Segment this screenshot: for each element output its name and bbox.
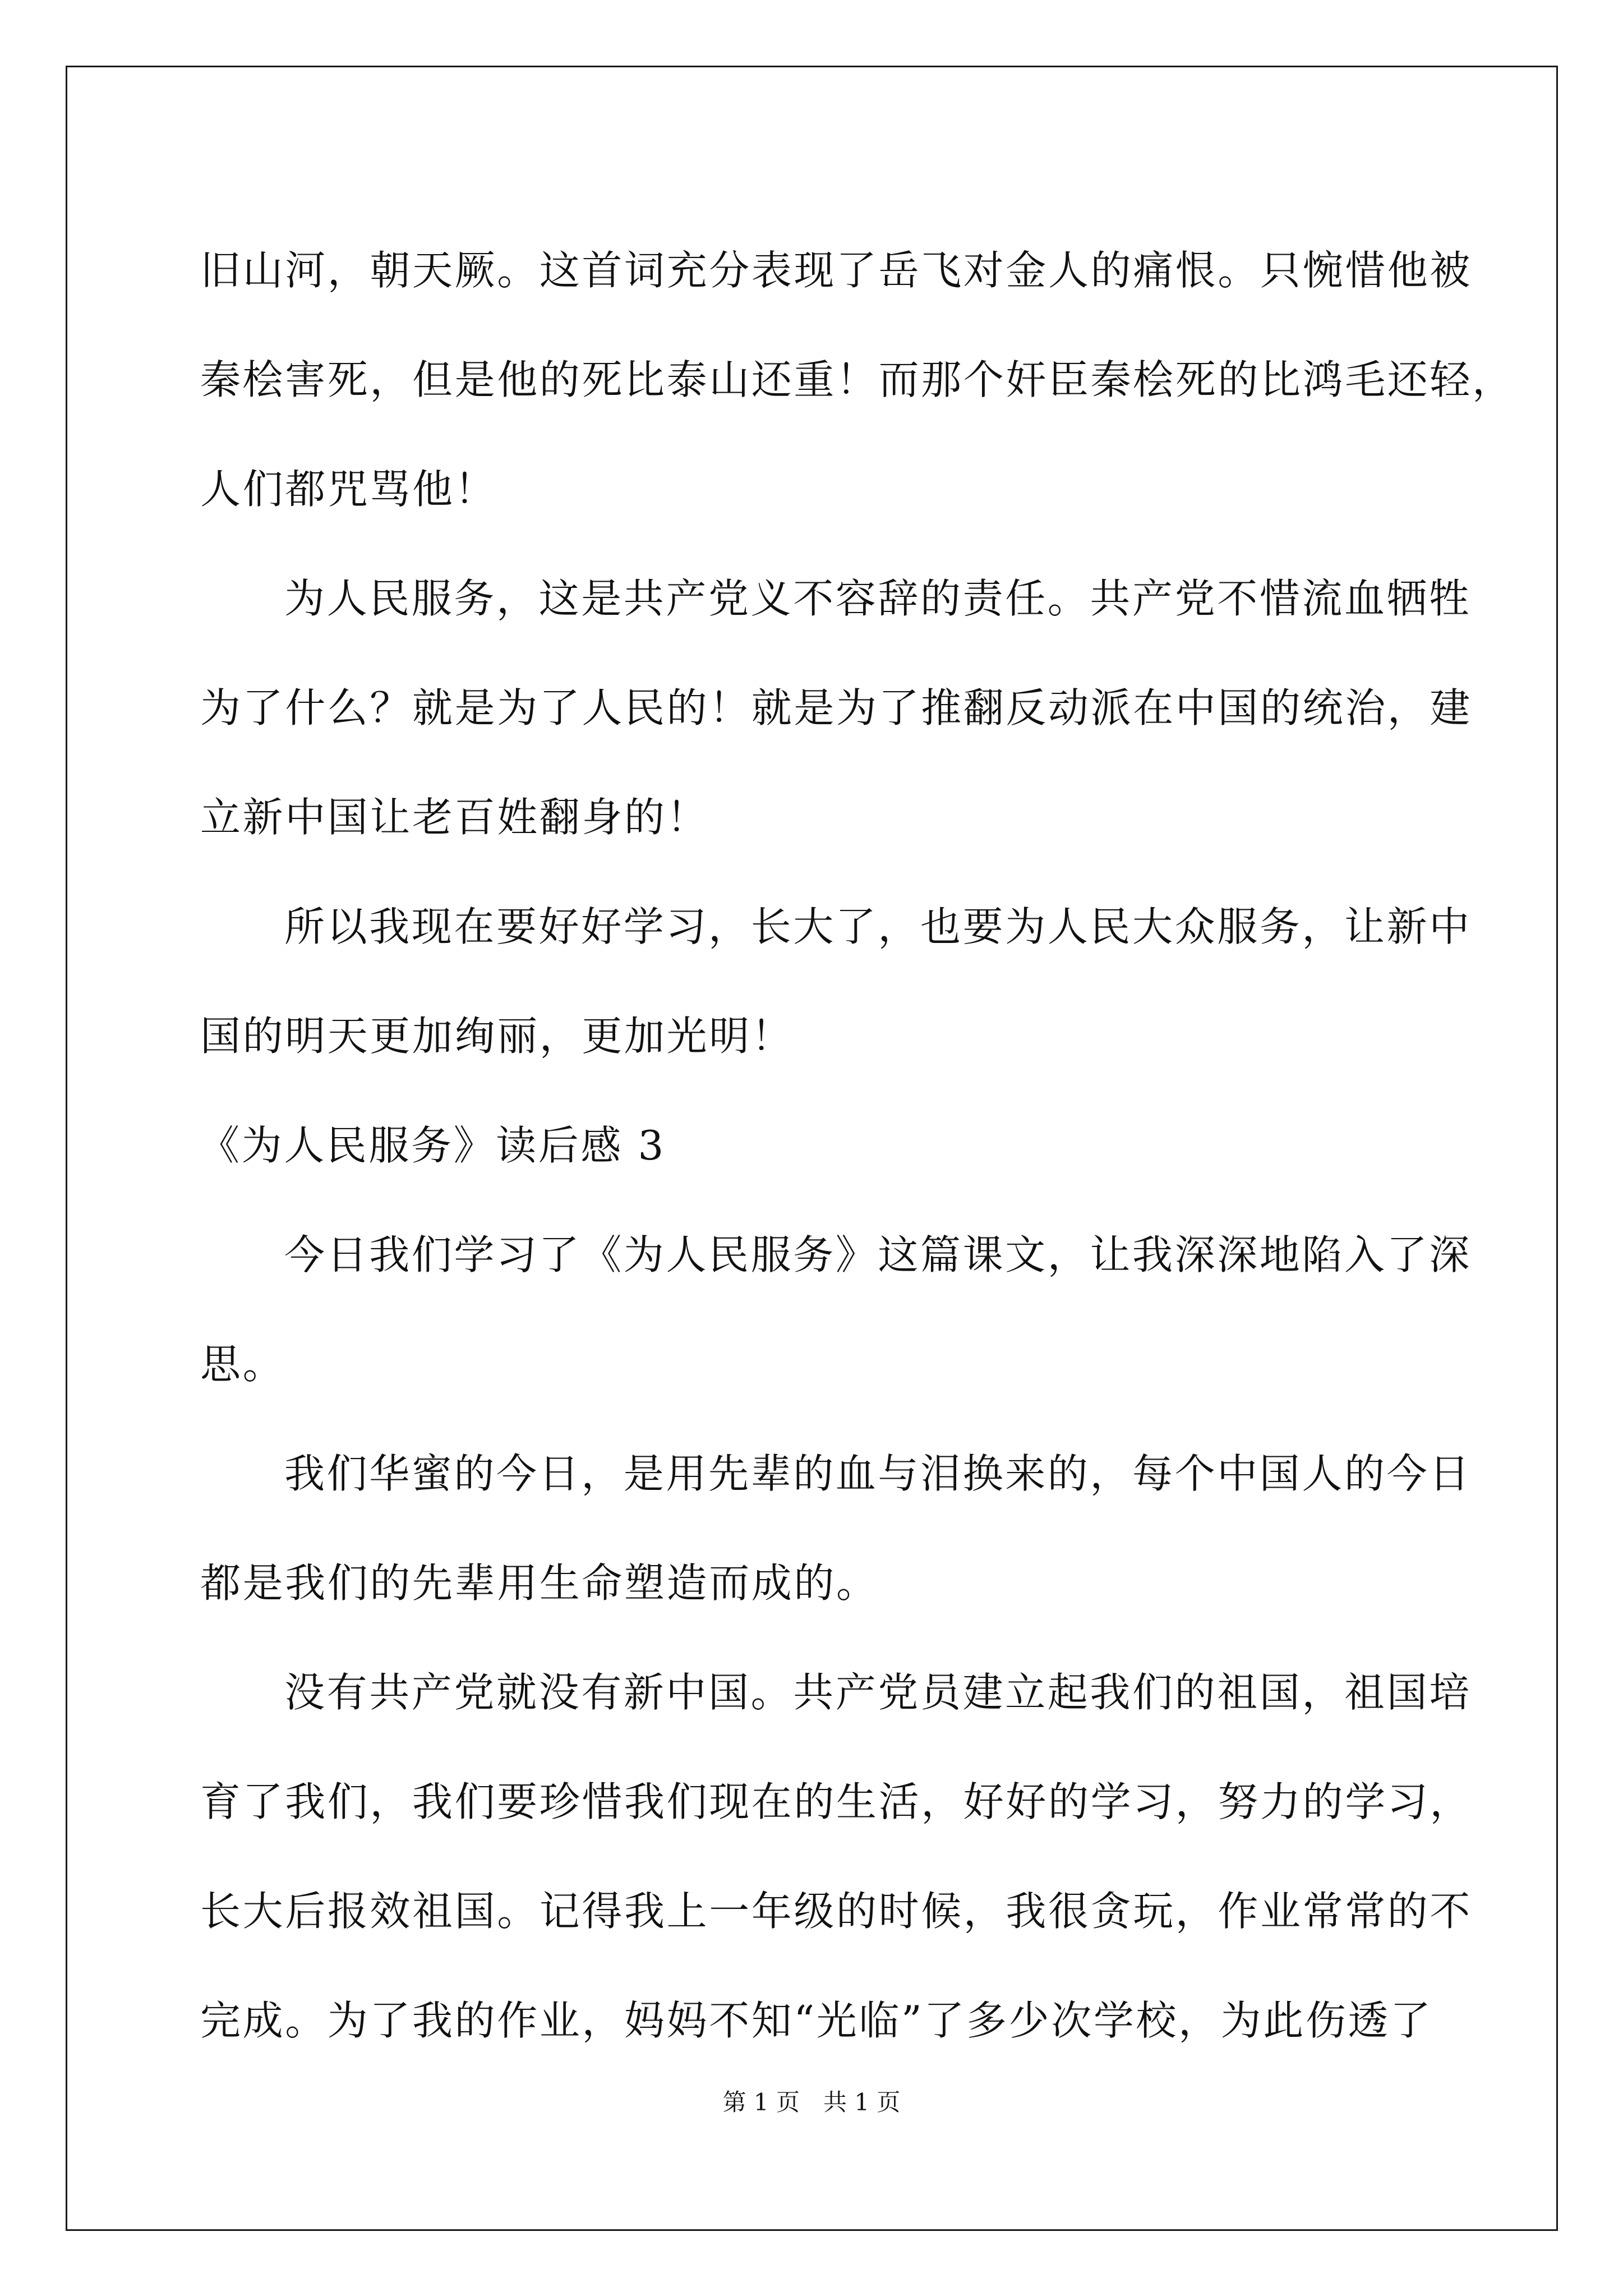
text-line: 完成。为了我的作业，妈妈不知“光临”了多少次学校，为此伤透了 — [200, 1997, 1433, 2044]
page-footer — [0, 2086, 1623, 2119]
paragraph-first-line: 没有共产党就没有新中国。共产党员建立起我们的祖国，祖国培 — [284, 1669, 1472, 1716]
text-line: 旧山河，朝天厥。这首词充分表现了岳飞对金人的痛恨。只惋惜他被 — [200, 247, 1473, 294]
document-body — [199, 216, 1515, 2076]
text-line: 为了什么？就是为了人民的！就是为了推翻反动派在中国的统治，建 — [200, 684, 1473, 731]
section-heading: 《为人民服务》读后感 3 — [199, 1122, 666, 1169]
text-line: 立新中国让老百姓翻身的！ — [200, 794, 709, 841]
paragraph-first-line: 今日我们学习了《为人民服务》这篇课文，让我深深地陷入了深 — [284, 1231, 1472, 1278]
text-line: 人们都咒骂他！ — [200, 466, 497, 513]
paragraph-first-line: 所以我现在要好好学习，长大了，也要为人民大众服务，让新中 — [284, 903, 1472, 950]
text-line: 国的明天更加绚丽，更加光明！ — [200, 1013, 794, 1060]
text-line: 育了我们，我们要珍惜我们现在的生活，好好的学习，努力的学习， — [200, 1778, 1473, 1825]
text-line: 思。 — [200, 1341, 285, 1388]
page-number-label: 第 1 页 共 1 页 — [722, 2088, 901, 2116]
text-line: 长大后报效祖国。记得我上一年级的时候，我很贪玩，作业常常的不 — [200, 1888, 1473, 1935]
paragraph-first-line: 为人民服务，这是共产党义不容辞的责任。共产党不惜流血牺牲 — [284, 575, 1472, 622]
text-line: 都是我们的先辈用生命塑造而成的。 — [200, 1559, 879, 1607]
paragraph-first-line: 我们华蜜的今日，是用先辈的血与泪换来的，每个中国人的今日 — [284, 1450, 1472, 1497]
text-line: 秦桧害死，但是他的死比泰山还重！而那个奸臣秦桧死的比鸿毛还轻， — [200, 356, 1515, 403]
